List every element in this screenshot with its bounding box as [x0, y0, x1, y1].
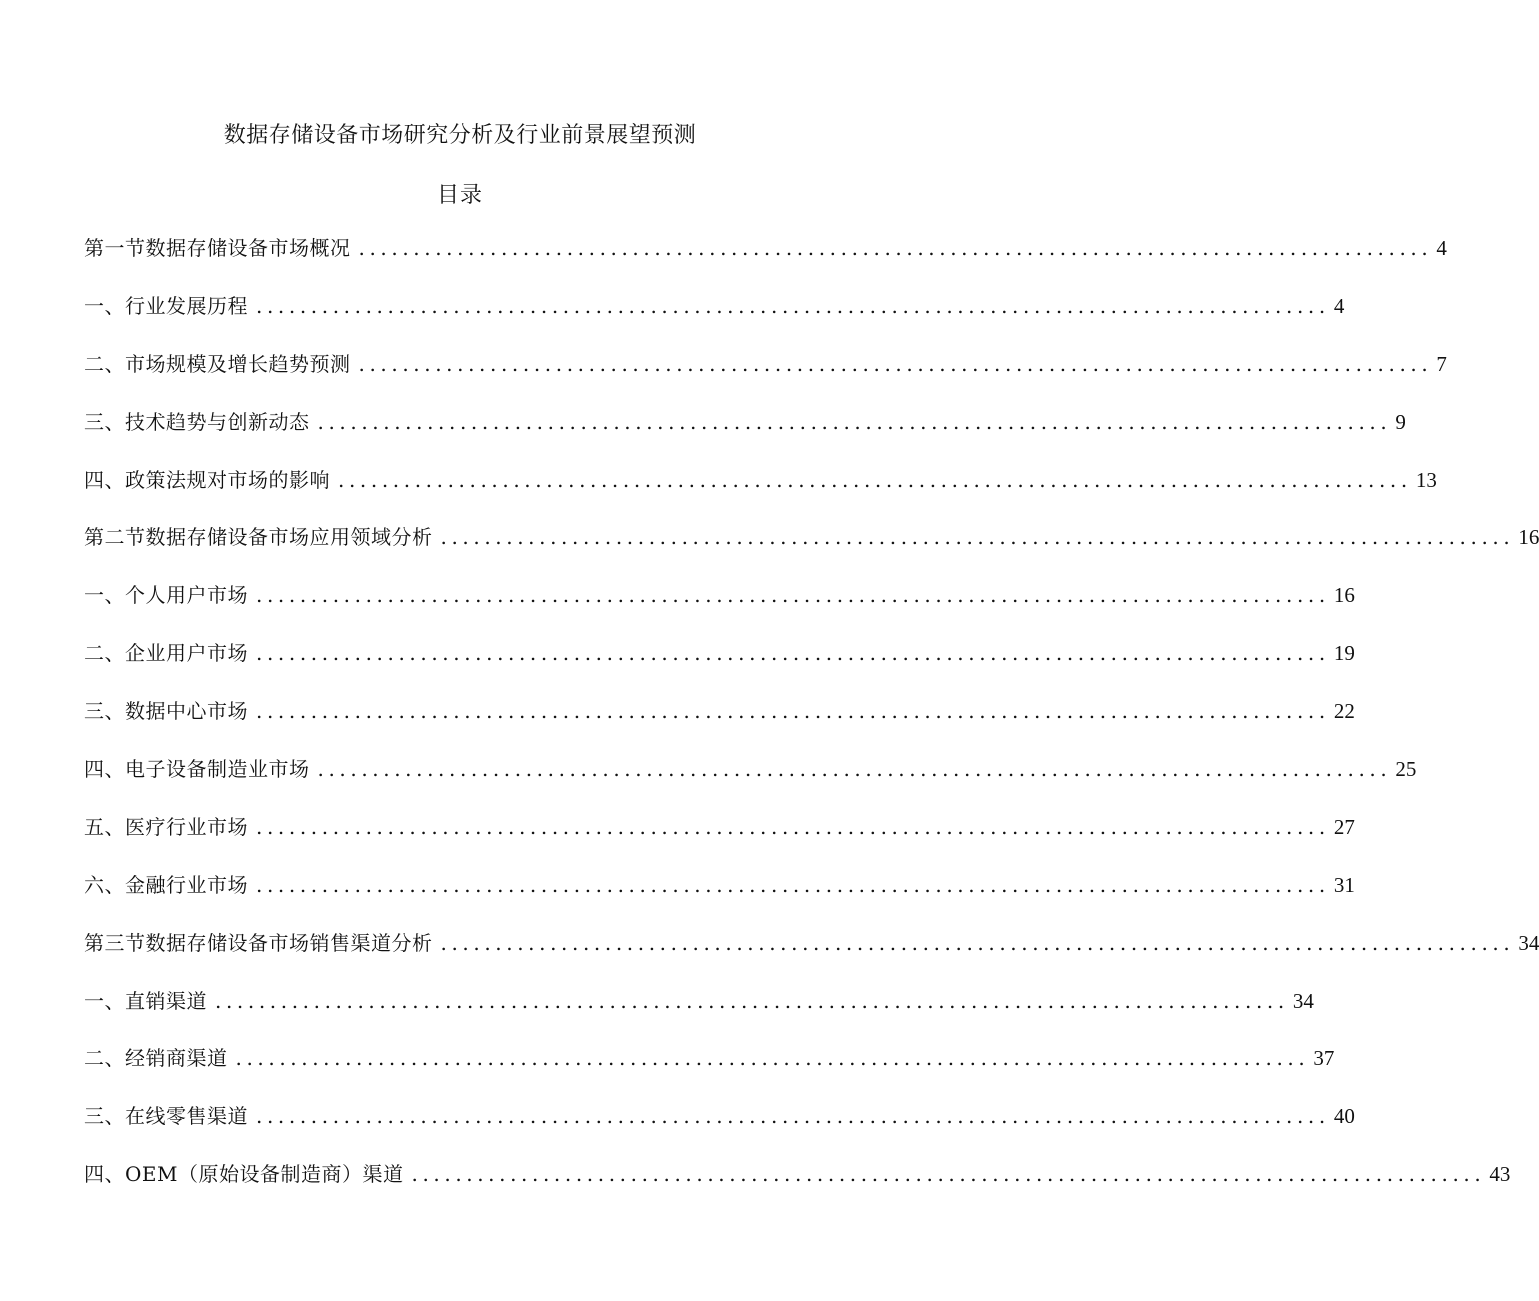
toc-entry[interactable] [84, 927, 1539, 985]
toc-entry[interactable] [84, 1100, 1355, 1158]
toc-entry-page-number: 22 [1333, 699, 1355, 724]
toc-entry[interactable] [84, 637, 1355, 695]
toc-dot-leader: .................................................................................................. [317, 409, 1392, 434]
toc-entry-title: 三、数据中心市场 [84, 699, 248, 724]
toc-dot-leader: .................................................................................................. [440, 525, 1515, 550]
toc-dot-leader: .................................................................................................. [215, 988, 1289, 1013]
toc-entry-page-number: 13 [1415, 467, 1437, 492]
document-title: 数据存储设备市场研究分析及行业前景展望预测 [223, 123, 697, 148]
toc-entry-title: 四、OEM（原始设备制造商）渠道 [84, 1162, 404, 1187]
toc-dot-leader: .................................................................................................. [235, 1046, 1310, 1071]
toc-entry-title: 四、电子设备制造业市场 [84, 757, 310, 782]
toc-entry-title: 三、技术趋势与创新动态 [84, 409, 310, 434]
toc-entry[interactable] [84, 348, 1447, 406]
toc-entry-page-number: 43 [1489, 1162, 1511, 1187]
toc-entry[interactable] [84, 1042, 1335, 1100]
toc-dot-leader: .................................................................................................. [256, 583, 1330, 608]
toc-entry[interactable] [84, 579, 1355, 637]
toc-entry-title: 一、行业发展历程 [84, 293, 248, 318]
table-of-contents [84, 232, 1539, 1216]
toc-entry[interactable] [84, 1158, 1511, 1216]
toc-entry-page-number: 27 [1333, 814, 1355, 839]
toc-heading: 目录 [436, 183, 483, 208]
toc-entry-page-number: 34 [1292, 988, 1314, 1013]
toc-entry-title: 六、金融行业市场 [84, 872, 248, 897]
toc-entry[interactable] [84, 232, 1447, 290]
toc-entry-title: 第二节数据存储设备市场应用领域分析 [84, 525, 433, 550]
toc-entry-page-number: 37 [1313, 1046, 1335, 1071]
toc-dot-leader: .................................................................................................. [256, 872, 1330, 897]
toc-entry-page-number: 16 [1333, 583, 1355, 608]
toc-dot-leader: .................................................................................................. [256, 641, 1330, 666]
toc-entry-title: 三、在线零售渠道 [84, 1104, 248, 1129]
toc-entry-page-number: 7 [1436, 351, 1447, 376]
toc-entry-title: 第一节数据存储设备市场概况 [84, 236, 351, 260]
toc-entry[interactable] [84, 406, 1406, 464]
toc-dot-leader: .................................................................................................. [256, 814, 1330, 839]
toc-entry-title: 一、个人用户市场 [84, 583, 248, 608]
toc-entry-page-number: 34 [1518, 930, 1539, 955]
toc-entry-title: 二、市场规模及增长趋势预测 [84, 351, 351, 376]
toc-entry[interactable] [84, 753, 1417, 811]
toc-entry-page-number: 40 [1333, 1104, 1355, 1129]
toc-entry-page-number: 19 [1333, 641, 1355, 666]
toc-entry-title: 二、企业用户市场 [84, 641, 248, 666]
toc-entry[interactable] [84, 290, 1345, 348]
toc-dot-leader: .................................................................................................. [317, 757, 1392, 782]
toc-entry[interactable] [84, 521, 1539, 579]
toc-dot-leader: .................................................................................................. [358, 236, 1433, 260]
toc-entry[interactable] [84, 695, 1355, 753]
toc-dot-leader: .................................................................................................. [256, 293, 1330, 318]
toc-entry[interactable] [84, 869, 1355, 927]
toc-dot-leader: .................................................................................................. [256, 699, 1330, 724]
toc-entry[interactable] [84, 464, 1437, 522]
toc-dot-leader: .................................................................................................. [256, 1104, 1330, 1129]
toc-entry[interactable] [84, 985, 1314, 1043]
toc-entry-page-number: 9 [1395, 409, 1406, 434]
toc-dot-leader: .................................................................................................. [440, 930, 1515, 955]
toc-entry-title: 二、经销商渠道 [84, 1046, 228, 1071]
toc-entry-title: 四、政策法规对市场的影响 [84, 467, 330, 492]
toc-entry-title: 第三节数据存储设备市场销售渠道分析 [84, 930, 433, 955]
toc-entry-page-number: 4 [1436, 236, 1447, 260]
toc-entry-title: 五、医疗行业市场 [84, 814, 248, 839]
toc-dot-leader: .................................................................................................. [338, 467, 1412, 492]
toc-dot-leader: .................................................................................................. [358, 351, 1433, 376]
toc-entry-page-number: 25 [1395, 757, 1417, 782]
toc-entry-title: 一、直销渠道 [84, 988, 207, 1013]
toc-entry[interactable] [84, 811, 1355, 869]
toc-entry-page-number: 31 [1333, 872, 1355, 897]
toc-dot-leader: .................................................................................................. [411, 1162, 1486, 1187]
toc-entry-page-number: 4 [1333, 293, 1345, 318]
toc-entry-page-number: 16 [1518, 525, 1539, 550]
